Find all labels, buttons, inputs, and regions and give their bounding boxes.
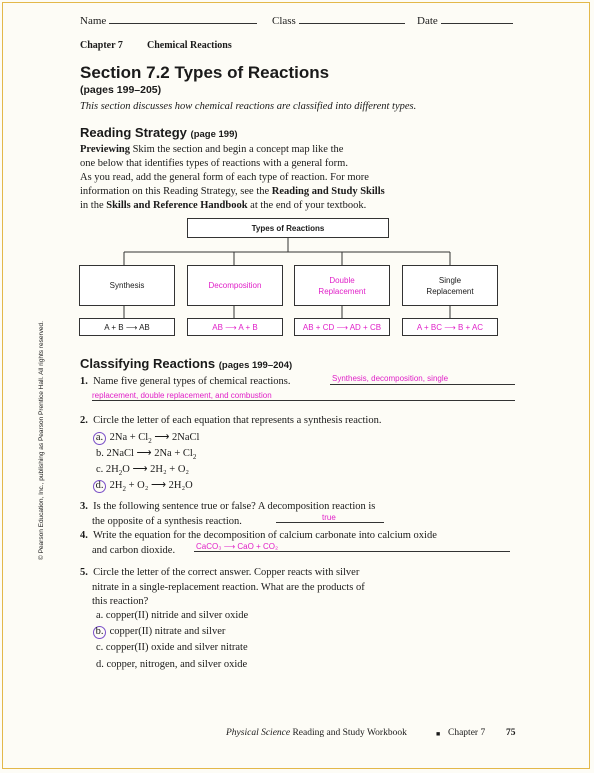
form-double-replacement: AB + CD ⟶ AD + CB [294, 318, 390, 336]
q3-answer: true [322, 513, 336, 522]
q2-option-b[interactable]: b. 2NaCl ⟶ $2Na + Cl_2$ [96, 448, 197, 462]
concept-root: Types of Reactions [187, 218, 389, 238]
page-number: 75 [506, 728, 516, 738]
q2-option-c[interactable]: c. $2H_2O$ ⟶ 2H₂ + O₂ [96, 464, 190, 478]
previewing-label: Previewing [80, 144, 130, 155]
type-single-replacement: Single Replacement [402, 265, 498, 306]
name-label: Name [80, 15, 107, 27]
section-pages: (pages 199–205) [80, 84, 162, 96]
q5-option-b[interactable]: b. copper(II) nitrate and silver [96, 625, 225, 640]
form-decomposition: AB ⟶ A + B [187, 318, 283, 336]
footer-bullet: ■ [436, 730, 441, 738]
q3-answer-line[interactable] [276, 522, 384, 523]
type-synthesis: Synthesis [79, 265, 175, 306]
form-synthesis: A + B ⟶ AB [79, 318, 175, 336]
class-label: Class [272, 15, 296, 27]
footer-book-title: Physical Science Reading and Study Workbook [226, 728, 407, 738]
q5-option-d[interactable]: d. copper, nitrogen, and silver oxide [96, 659, 248, 670]
reading-strategy-text: Previewing Skim the section and begin a concept map like the one below that identifies types of reactions with a general form. As you read, add the general form of each type of reaction. For more information on this Reading Strategy, see the Reading and Study Skills in the Skills and Reference Handbook at the end of your textbook. [80, 144, 385, 211]
copyright-notice: © Pearson Education, Inc., publishing as Pearson Prentice Hall. All rights reserved. [38, 321, 45, 560]
q4-answer: CaCO₃ ⟶ CaO + CO₂ [196, 542, 279, 551]
chapter-title: Chemical Reactions [147, 40, 232, 51]
classifying-heading: Classifying Reactions (pages 199–204) [80, 356, 293, 371]
chapter-label: Chapter 7 [80, 40, 123, 51]
q5-option-a[interactable]: a. copper(II) nitride and silver oxide [96, 610, 249, 621]
question-5: 5. Circle the letter of the correct answer. Copper reacts with silver nitrate in a single-replacement reaction. What are the products of this reaction? [80, 567, 365, 607]
form-single-replacement: A + BC ⟶ B + AC [402, 318, 498, 336]
reading-strategy-heading: Reading Strategy (page 199) [80, 125, 238, 140]
q2-option-a[interactable]: a. $2Na + Cl_2$ ⟶ 2NaCl [96, 431, 199, 449]
date-label: Date [417, 15, 438, 27]
q4-answer-line[interactable] [194, 551, 510, 552]
section-title: Section 7.2 Types of Reactions [80, 63, 330, 82]
question-2: 2. Circle the letter of each equation that represents a synthesis reaction. [80, 415, 382, 426]
q1-answer-line-2[interactable] [92, 400, 515, 401]
question-3: 3. Is the following sentence true or false? A decomposition reaction is the opposite of a synthesis reaction. [80, 501, 376, 527]
question-1: 1. Name five general types of chemical reactions. [80, 376, 291, 387]
q5-option-c[interactable]: c. copper(II) oxide and silver nitrate [96, 642, 248, 653]
q1-answer-line-1[interactable] [330, 384, 515, 385]
q2-option-d[interactable]: d. $2H_2 + O_2$ ⟶ 2H₂O [96, 479, 193, 497]
question-4: 4. Write the equation for the decomposition of calcium carbonate into calcium oxide and carbon dioxide. [80, 530, 437, 556]
type-decomposition: Decomposition [187, 265, 283, 306]
footer-chapter: Chapter 7 [448, 728, 486, 738]
section-intro: This section discusses how chemical reactions are classified into different types. [80, 101, 417, 112]
q1-answer-2: replacement, double replacement, and combustion [92, 391, 272, 400]
type-double-replacement: Double Replacement [294, 265, 390, 306]
q1-answer-1: Synthesis, decomposition, single [332, 374, 449, 383]
